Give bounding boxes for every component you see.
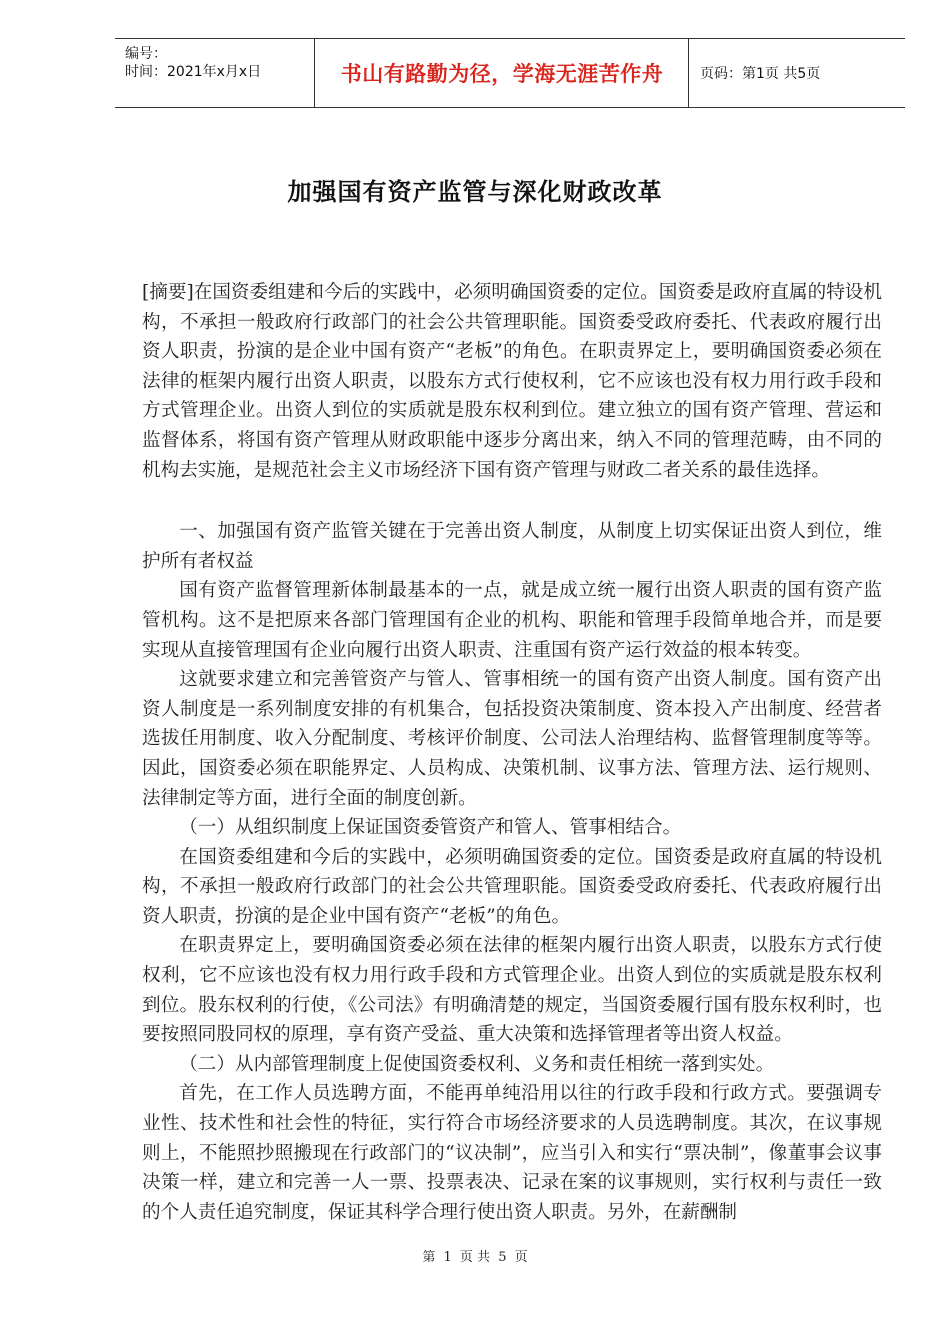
footer-suffix: 页 <box>514 1250 528 1265</box>
subsection-heading: （一）从组织制度上保证国资委管资产和管人、管事相结合。 <box>179 817 682 839</box>
footer-total-pages: 5 <box>498 1250 507 1265</box>
paragraph-gap <box>142 485 882 517</box>
footer-middle: 页 共 <box>459 1250 491 1265</box>
header-meta-cell <box>115 39 315 107</box>
subsection-heading: （二）从内部管理制度上促使国资委权利、义务和责任相统一落到实处。 <box>179 1053 775 1075</box>
header-motto: 书山有路勤为径，学海无涯苦作舟 <box>316 39 689 107</box>
number-label: 编号： <box>125 46 167 62</box>
body-paragraph: 国有资产监督管理新体制最基本的一点，就是成立统一履行出资人职责的国有资产监管机构。这不是把原来各部门管理国有企业的机构、职能和管理手段简单地合并，而是要实现从直接管理国有企业向履行出资人职责、注重国有资产运行效益的根本转变。 <box>142 580 882 661</box>
header-page-info: 页码：第1页 共5页 <box>700 66 821 82</box>
abstract-paragraph: [摘要]在国资委组建和今后的实践中，必须明确国资委的定位。国资委是政府直属的特设机构，不承担一般政府行政部门的社会公共管理职能。国资委受政府委托、代表政府履行出资人职责，扮演的是企业中国有资产“老板”的角色。在职责界定上，要明确国资委必须在法律的框架内履行出资人职责，以股东方式行使权利，它不应该也没有权力用行政手段和方式管理企业。出资人到位的实质就是股东权利到位。建立独立的国有资产管理、营运和监督体系，将国有资产管理从财政职能中逐步分离出来，纳入不同的管理范畴，由不同的机构去实施，是规范社会主义市场经济下国有资产管理与财政二者关系的最佳选择。 <box>142 282 882 481</box>
footer-prefix: 第 <box>422 1250 436 1265</box>
body-paragraph: 首先，在工作人员选聘方面，不能再单纯沿用以往的行政手段和行政方式。要强调专业性、技术性和社会性的特征，实行符合市场经济要求的人员选聘制度。其次，在议事规则上，不能照抄照搬现在行政部门的“议决制”，应当引入和实行“票决制”，像董事会议事决策一样，建立和完善一人一票、投票表决、记录在案的议事规则，实行权利与责任一致的个人责任追究制度，保证其科学合理行使出资人职责。另外，在薪酬制 <box>142 1083 882 1223</box>
document-body <box>142 278 882 1227</box>
document-header <box>115 38 905 108</box>
section-heading: 一、加强国有资产监管关键在于完善出资人制度，从制度上切实保证出资人到位，维护所有者权益 <box>142 521 882 572</box>
page-footer <box>0 1246 950 1265</box>
body-paragraph: 这就要求建立和完善管资产与管人、管事相统一的国有资产出资人制度。国有资产出资人制度是一系列制度安排的有机集合，包括投资决策制度、资本投入产出制度、经营者选拔任用制度、收入分配制度、考核评价制度、公司法人治理结构、监督管理制度等等。因此，国资委必须在职能界定、人员构成、决策机制、议事方法、管理方法、运行规则、法律制定等方面，进行全面的制度创新。 <box>142 669 882 809</box>
body-paragraph: 在国资委组建和今后的实践中，必须明确国资委的定位。国资委是政府直属的特设机构，不承担一般政府行政部门的社会公共管理职能。国资委受政府委托、代表政府履行出资人职责，扮演的是企业中国有资产“老板”的角色。 <box>142 846 882 927</box>
footer-current-page: 1 <box>443 1250 452 1265</box>
document-title: 加强国有资产监管与深化财政改革 <box>287 177 663 206</box>
time-label: 时间：2021年x月x日 <box>125 64 262 80</box>
body-paragraph: 在职责界定上，要明确国资委必须在法律的框架内履行出资人职责，以股东方式行使权利，它不应该也没有权力用行政手段和方式管理企业。出资人到位的实质就是股东权利到位。股东权利的行使，《公司法》有明确清楚的规定，当国资委履行国有股东权利时，也要按照同股同权的原理，享有资产受益、重大决策和选择管理者等出资人权益。 <box>142 935 882 1046</box>
